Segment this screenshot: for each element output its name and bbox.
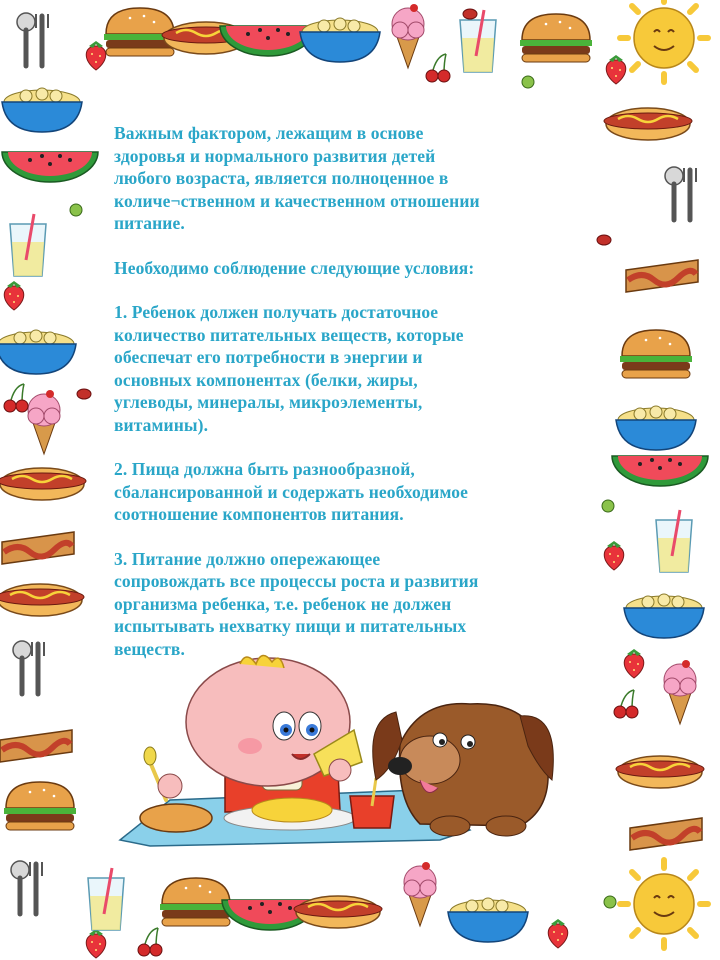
condition-1: 1. Ребенок должен получать достаточное количество питательных веществ, которые обеспечат его потребности в энергии и основных компонентах (белки, жиры, углеводы, минералы, микроэлементы, витамины). <box>114 302 464 435</box>
intro-paragraph: Важным фактором, лежащим в основе здоровья и нормального развития детей любого возраста, является полноценное в количе¬ственном и качественном отношении питание. <box>114 123 480 233</box>
condition-3: 3. Питание должно опережающее сопровождать все процессы роста и развития организма ребенка, т.е. ребенок не должен испытывать нехватку пищи и питательных веществ. <box>114 548 479 659</box>
condition-2: 2. Пища должна быть разнообразной, сбалансированной и содержать необходимое соотношение компонентов питания. <box>114 459 468 524</box>
conditions-heading: Необходимо соблюдение следующие условия: <box>114 257 475 278</box>
